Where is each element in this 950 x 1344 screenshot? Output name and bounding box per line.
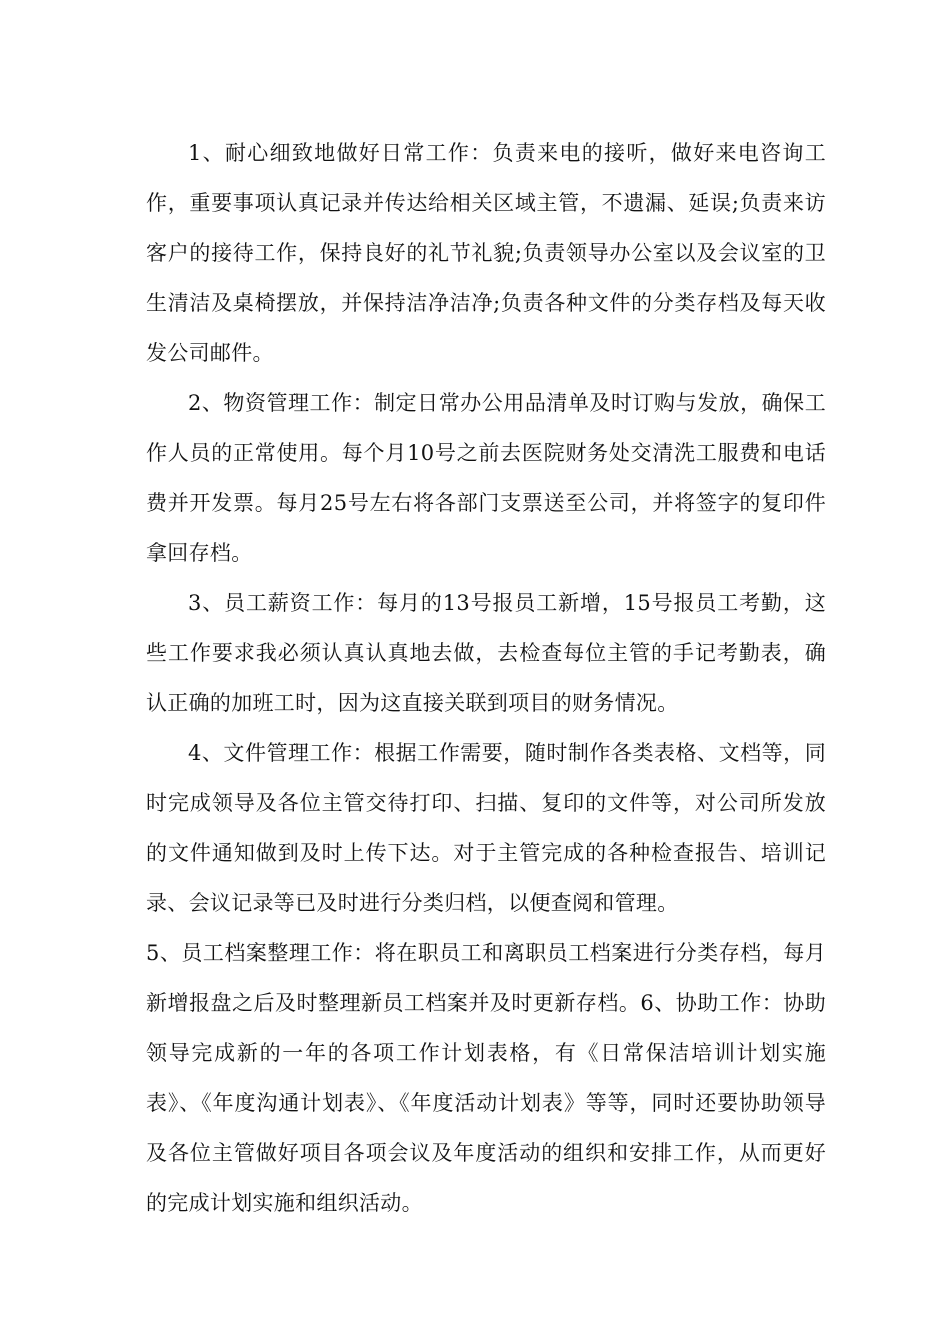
document-body [146, 128, 826, 1228]
paragraph-1: 1、耐心细致地做好日常工作：负责来电的接听，做好来电咨询工作，重要事项认真记录并传达给相关区域主管，不遗漏、延误;负责来访客户的接待工作，保持良好的礼节礼貌;负责领导办公室以及会议室的卫生清洁及桌椅摆放，并保持洁净洁净;负责各种文件的分类存档及每天收发公司邮件。 [146, 141, 826, 365]
paragraph-3: 3、员工薪资工作：每月的13号报员工新增，15号报员工考勤，这些工作要求我必须认真认真地去做，去检查每位主管的手记考勤表，确认正确的加班工时，因为这直接关联到项目的财务情况。 [146, 591, 826, 715]
paragraph-2: 2、物资管理工作：制定日常办公用品清单及时订购与发放，确保工作人员的正常使用。每个月10号之前去医院财务处交清洗工服费和电话费并开发票。每月25号左右将各部门支票送至公司，并将签字的复印件拿回存档。 [146, 391, 826, 565]
paragraph-5: 5、员工档案整理工作：将在职员工和离职员工档案进行分类存档，每月新增报盘之后及时整理新员工档案并及时更新存档。6、协助工作：协助领导完成新的一年的各项工作计划表格，有《日常保洁培训计划实施表》、《年度沟通计划表》、《年度活动计划表》等等，同时还要协助领导及各位主管做好项目各项会议及年度活动的组织和安排工作，从而更好的完成计划实施和组织活动。 [146, 941, 826, 1215]
paragraph-4: 4、文件管理工作：根据工作需要，随时制作各类表格、文档等，同时完成领导及各位主管交待打印、扫描、复印的文件等，对公司所发放的文件通知做到及时上传下达。对于主管完成的各种检查报告、培训记录、会议记录等已及时进行分类归档，以便查阅和管理。 [146, 741, 826, 915]
